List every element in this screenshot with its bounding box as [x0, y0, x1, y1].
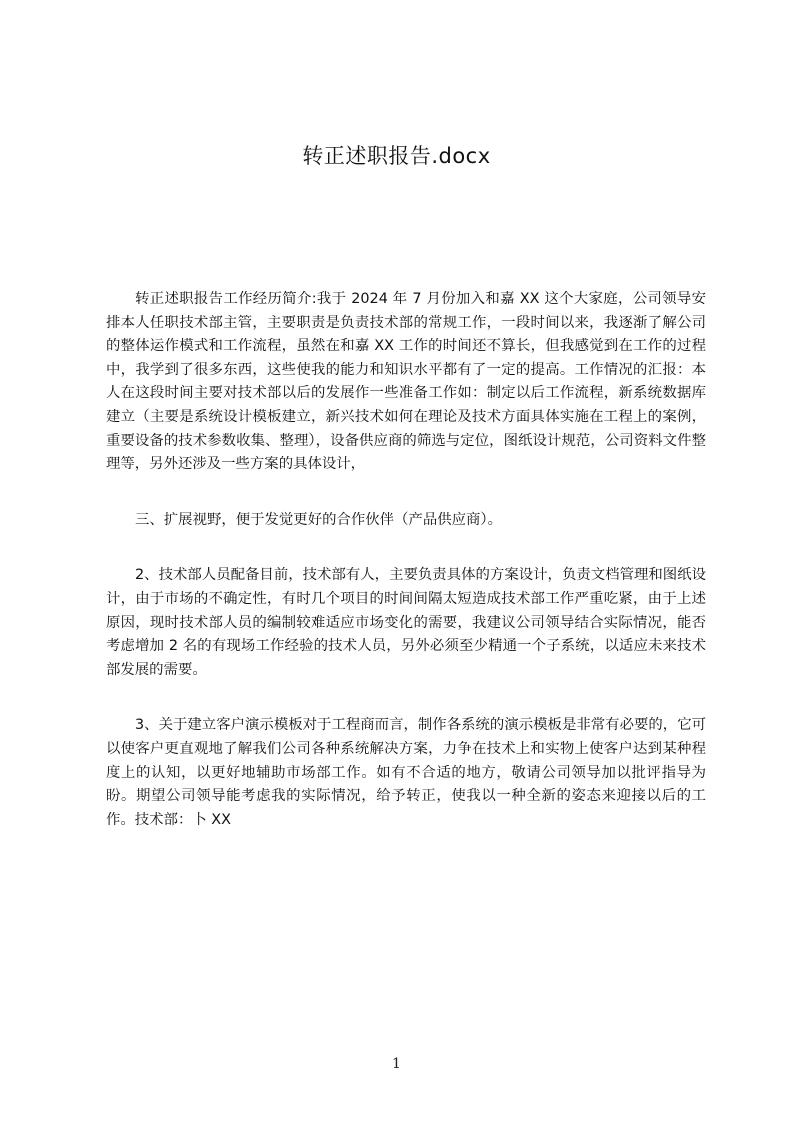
paragraph-gap [106, 682, 706, 714]
paragraph-gap [106, 477, 706, 509]
paragraph-gap [106, 532, 706, 564]
page-number: 1 [392, 1056, 401, 1072]
document-body [106, 288, 706, 832]
paragraph-expand-vision: 三、扩展视野，便于发觉更好的合作伙伴（产品供应商）。 [135, 511, 502, 528]
paragraph-demo-template: 3、关于建立客户演示模板对于工程商而言，制作各系统的演示模板是非常有必要的，它可以使客户更直观地了解我们公司各种系统解决方案，力争在技术上和实物上使客户达到某种程度上的认知，以更好地辅助市场部工作。如有不合适的地方，敬请公司领导加以批评指导为盼。期望公司领导能考虑我的实际情况，给予转正，使我以一种全新的姿态来迎接以后的工作。技术部：卜 XX [106, 717, 706, 828]
paragraph-staffing: 2、技术部人员配备目前，技术部有人，主要负责具体的方案设计，负责文档管理和图纸设计，由于市场的不确定性，有时几个项目的时间间隔太短造成技术部工作严重吃紧，由于上述原因，现时技术部人员的编制较难适应市场变化的需要，我建议公司领导结合实际情况，能否考虑增加 2 名的有现场工作经验的技术人员，另外必须至少精通一个子系统，以适应未来技术部发展的需要。 [106, 567, 706, 678]
document-title: 转正述职报告.docx [302, 144, 491, 168]
paragraph-work-experience: 转正述职报告工作经历简介:我于 2024 年 7 月份加入和嘉 XX 这个大家庭，公司领导安排本人任职技术部主管，主要职责是负责技术部的常规工作，一段时间以来，我逐渐了解公司的整体运作模式和工作流程，虽然在和嘉 XX 工作的时间还不算长，但我感觉到在工作的过程中，我学到了很多东西，这些使我的能力和知识水平都有了一定的提高。工作情况的汇报：本人在这段时间主要对技术部以后的发展作一些准备工作如：制定以后工作流程，新系统数据库建立（主要是系统设计模板建立，新兴技术如何在理论及技术方面具体实施在工程上的案例，重要设备的技术参数收集、整理），设备供应商的筛选与定位，图纸设计规范，公司资料文件整理等，另外还涉及一些方案的具体设计， [106, 291, 706, 473]
